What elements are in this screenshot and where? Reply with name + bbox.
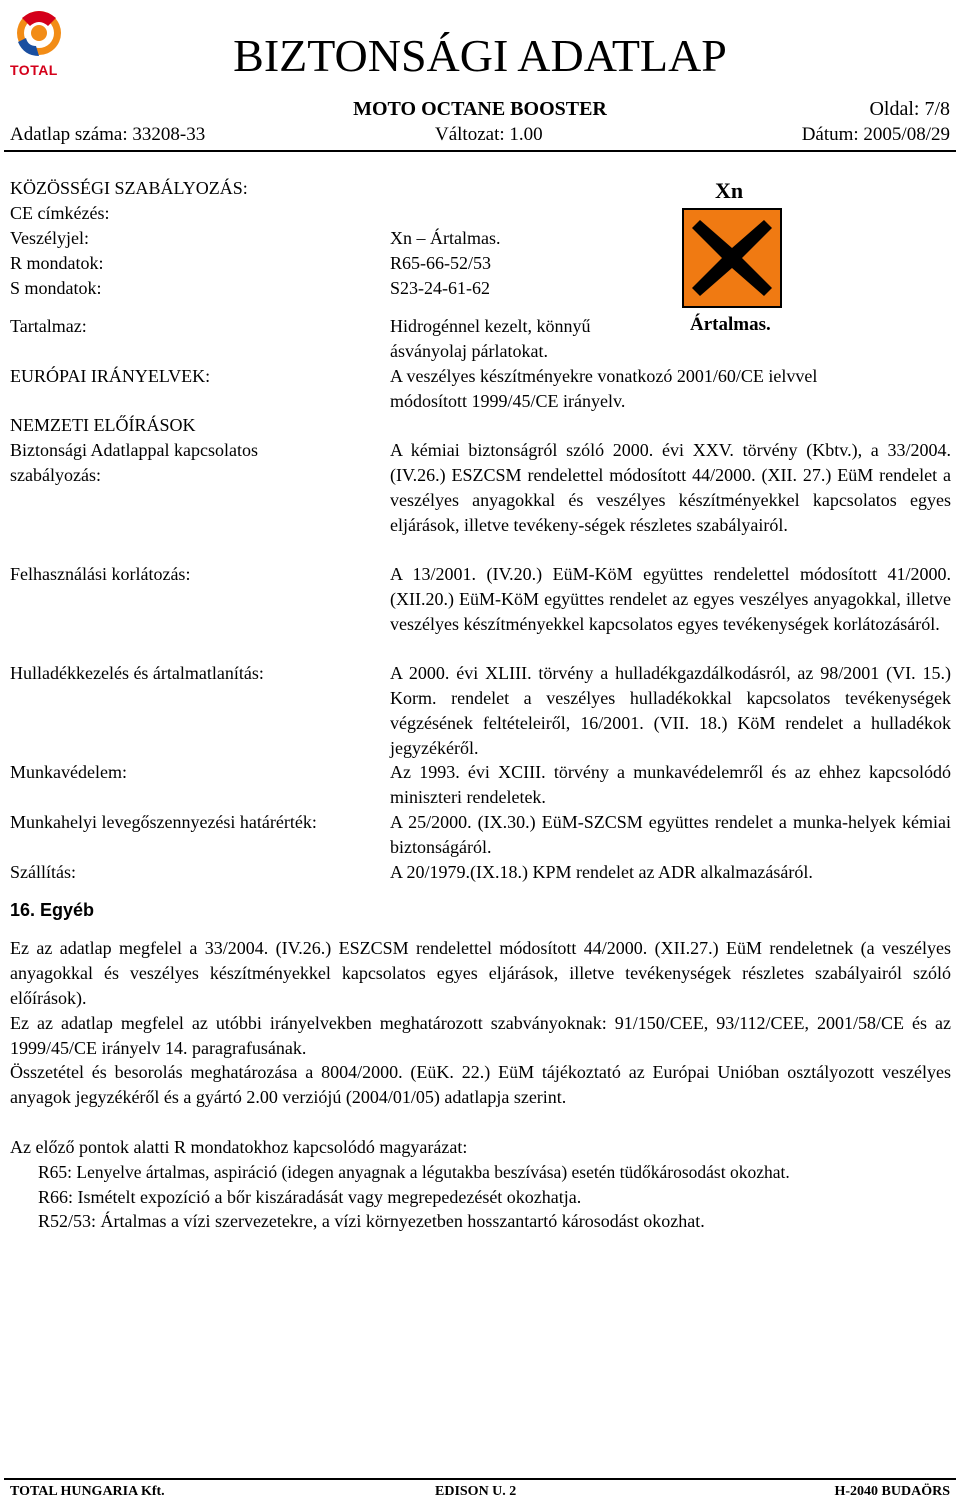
cross-icon bbox=[684, 210, 780, 306]
symbol-label: Veszélyjel: bbox=[10, 228, 89, 248]
labeling-heading: KÖZÖSSÉGI SZABÁLYOZÁS: bbox=[10, 178, 248, 198]
restriction-value: A 13/2001. (IV.20.) EüM-KöM együttes rendelettel módosított 41/2000. (XII.20.) EüM-KöM együttes rendelet az egyes veszélyes anyagokkal, illetve veszélyes készítményekkel kapcsolatos egyes tevékenységek korlátozásáról. bbox=[390, 564, 951, 634]
footer-company: TOTAL HUNGARIA Kft. bbox=[10, 1484, 165, 1499]
r-phrases-value: R65-66-52/53 bbox=[390, 253, 491, 273]
page-number: Oldal: 7/8 bbox=[869, 98, 950, 120]
eu-label: EURÓPAI IRÁNYELVEK: bbox=[10, 366, 211, 386]
logo-text: TOTAL bbox=[10, 62, 58, 78]
r5253-explanation: R52/53: Ártalmas a vízi szervezetekre, a vízi környezetben hosszantartó károsodást okozhat. bbox=[38, 1211, 705, 1231]
waste-label: Hulladékkezelés és ártalmatlanítás: bbox=[10, 663, 264, 683]
s-phrases-value: S23-24-61-62 bbox=[390, 278, 490, 298]
harmful-pictogram bbox=[682, 208, 782, 308]
document-title: BIZTONSÁGI ADATLAP bbox=[233, 30, 727, 81]
content-label: Tartalmaz: bbox=[10, 316, 87, 336]
footer bbox=[10, 1484, 950, 1502]
footer-divider bbox=[4, 1478, 956, 1480]
r65-explanation: R65: Lenyelve ártalmas, aspiráció (idegen anyagnak a légutakba beszívása) esetén tüdőkárosodást okozhat. bbox=[38, 1162, 790, 1182]
section-16-p3: Összetétel és besorolás meghatározása a 8004/2000. (EüK. 22.) EüM tájékoztató az Európai Unióban osztályozott veszélyes anyagok jegyzékéről és a gyártó 2.00 verziójú (2004/01/05) adatlapja szerint. bbox=[10, 1062, 951, 1107]
ce-label: CE címkézés: bbox=[10, 203, 110, 223]
section-16-p1: Ez az adatlap megfelel a 33/2004. (IV.26.) ESZCSM rendelettel módosított 44/2000. (XII.27.) EüM rendeletnek (a veszélyes anyagokkal és veszélyes készítményekkel kapcsolatos egyes eljárások, illetve tevékenységek részletes szabályairól szóló előírások). bbox=[10, 938, 951, 1008]
symbol-value: Xn – Ártalmas. bbox=[390, 228, 501, 248]
limit-label: Munkahelyi levegőszennyezési határérték: bbox=[10, 812, 317, 832]
r-phrases-label: R mondatok: bbox=[10, 253, 104, 273]
safety-label: Munkavédelem: bbox=[10, 762, 127, 782]
pictogram-code: Xn bbox=[715, 178, 744, 203]
s-phrases-label: S mondatok: bbox=[10, 278, 102, 298]
r-explanation-intro: Az előző pontok alatti R mondatokhoz kapcsolódó magyarázat: bbox=[10, 1137, 468, 1157]
restriction-label: Felhasználási korlátozás: bbox=[10, 564, 191, 584]
r66-explanation: R66: Ismételt expozíció a bőr kiszáradását vagy megrepedezését okozhatja. bbox=[38, 1187, 582, 1207]
sds-label-1: Biztonsági Adatlappal kapcsolatos bbox=[10, 440, 258, 460]
product-name: MOTO OCTANE BOOSTER bbox=[353, 98, 607, 120]
transport-value: A 20/1979.(IX.18.) KPM rendelet az ADR alkalmazásáról. bbox=[390, 862, 813, 882]
sds-value: A kémiai biztonságról szóló 2000. évi XXV. törvény (Kbtv.), a 33/2004. (IV.26.) ESZCSM rendelettel módosított 44/2000. (XII. 27.) EüM rendelet a veszélyes anyagokkal és veszélyes készítményekkel kapcsolatos egyes eljárások, illetve tevékeny-ségek részletes szabályairól. bbox=[390, 440, 951, 535]
footer-city: H-2040 BUDAÖRS bbox=[834, 1484, 950, 1499]
footer-address: EDISON U. 2 bbox=[435, 1484, 517, 1499]
header-divider bbox=[4, 150, 956, 152]
section-16-p2: Ez az adatlap megfelel az utóbbi irányelvekben meghatározott szabványoknak: 91/150/CEE, 93/112/CEE, 2001/58/CE és az 1999/45/CE irányelv 14. paragrafusának. bbox=[10, 1013, 951, 1058]
content-value-2: ásványolaj párlatokat. bbox=[390, 341, 548, 361]
header-row-meta bbox=[10, 124, 950, 146]
header-row-product bbox=[10, 98, 950, 120]
version: Változat: 1.00 bbox=[435, 124, 543, 145]
safety-value: Az 1993. évi XCIII. törvény a munkavédelemről és az ehhez kapcsolódó miniszteri rendeletek. bbox=[390, 762, 951, 807]
transport-label: Szállítás: bbox=[10, 862, 76, 882]
section-16-heading: 16. Egyéb bbox=[10, 900, 95, 920]
limit-value: A 25/2000. (IX.30.) EüM-SZCSM együttes rendelet a munka-helyek kémiai biztonságáról. bbox=[390, 812, 951, 857]
sheet-number: Adatlap száma: 33208-33 bbox=[10, 124, 206, 145]
eu-value-2: módosított 1999/45/CE irányelv. bbox=[390, 391, 626, 411]
date: Dátum: 2005/08/29 bbox=[801, 124, 950, 145]
pictogram-caption: Ártalmas. bbox=[690, 314, 771, 335]
waste-value: A 2000. évi XLIII. törvény a hulladékgazdálkodásról, az 98/2001 (VI. 15.) Korm. rendelet a veszélyes hulladékokkal kapcsolatos tevékenységek végzésének feltételeiről, 16/2001. (VII. 18.) KöM rendelet a hulladékok jegyzékéről. bbox=[390, 663, 951, 758]
national-heading: NEMZETI ELŐÍRÁSOK bbox=[10, 415, 196, 435]
content-value-1: Hidrogénnel kezelt, könnyű bbox=[390, 316, 591, 336]
eu-value-1: A veszélyes készítményekre vonatkozó 2001/60/CE ielvvel bbox=[390, 366, 818, 386]
sds-label-2: szabályozás: bbox=[10, 465, 101, 485]
